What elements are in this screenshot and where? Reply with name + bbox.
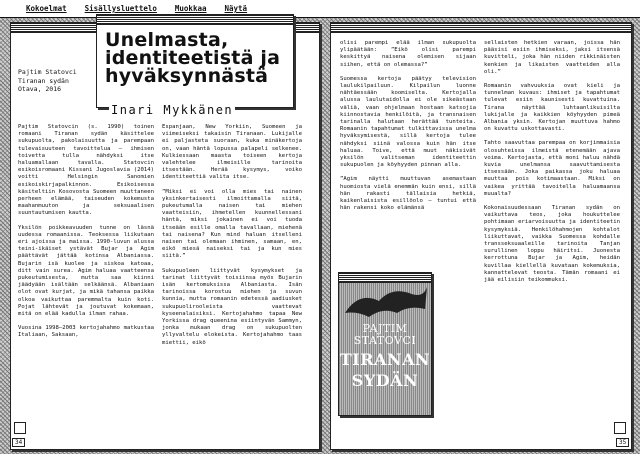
paragraph: Yksilön poikkeavuuden tunne on läsnä uudessa romaanissa. Teoksessa liikutaan eri ajoissa ja maissa. 1990-luvun alussa teini-ikäiset ystävät Bujar ja Agim päättävät jättää kotinsa Albaniassa. Bujarin isä kuolee ja siskoa katoaa, ditt vain surea. Agim haluaa vaatteensa pukeutumisesta, mutta saa kiinni jäädyään isältään selkäänsä. Albaniaan olot ovat kurjat, ja mikä tahansa paikka olkoa vaikuttaa paremmalta kuin koti. Pojat lähtevät ja joutuvat kokemaan, mitä on elää kadulla ilman rahaa. [18,224,154,318]
text-column-3 [340,40,476,268]
paragraph: Pajtim Statovcin (s. 1990) toinen romaani Tiranan sydän käsittelee sukupuolta, pakolaisuutta ja parempaan tulevaisuuteen tavoittelua – ihmisen toivetta tulla nähdyksi itse haluamallaan tavalla. Statovcin esikoisromaani Kissani Jugoslavia (2014) voitti Helsingin Sanomien esikoiskirjapalkinnon. Esikoisessa käsiteltiin Kosovosta Suomeen muuttaneen perheen elämää, taiseuden kokemusta maahanmuuton ja seksuaalisen suuntautumisen kautta. [18,124,154,217]
paragraph: Romaanin vahvuuksia ovat kieli ja tunnelman kuvaus: ihmiset ja tapahtumat tulevat esiin kaunisesti kuvattuina. Tirana näyttää luhtaanlikuisilta lukijalle ja kaikkien köyhyyden pimeä Albania yksin. Kertojan muuttuva hahmo on kuvattu uskottavasti. [484,83,620,133]
book-cover-image [338,272,432,416]
cover-title-line1: TIRANAN [339,350,431,369]
page-right-titlebar[interactable] [331,23,631,33]
menu-item-sisallysluettelo[interactable]: Sisällysluettelo [84,4,157,13]
page-number-right: 35 [616,438,629,447]
paragraph: ”Agim näytti muuttuvan asemastaan huomiosta vielä enemmän kuin ensi, sillä hän rakasti tällaisia hetkiä, kaikenlaisista esillöolo – tuntui että hän rakensi koko elämänsä [340,176,476,212]
text-column-2 [162,124,302,424]
cover-author: PAJTIM STATOVCI [353,322,417,347]
menu-item-kokoelmat[interactable]: Kokoelmat [26,4,67,13]
paragraph: sellaisten hetkien varaan, joissa hän pääsisi esiin ihmiseksi, jaksi itsensä kuvitteli, joka hän niiden rikkinäisten kenkien ja likaisten vaatteiden alla oli.” [484,40,620,75]
cover-window-titlebar[interactable] [339,273,431,283]
paragraph: Espanjaan, New Yorkiin, Suomeen ja viimeiseksi takaisin Tiranaan. Lukijalle ei paljasteta suoraan, kuka minäkertoja on, vaan häntä lopussa palapeli selkenee. Kulkiessaan maasta toiseen kertoja valehtelee ilmeisille tarinoita itsestään. Herää kysymys, voiko identiteettiä valita itse. [162,124,302,181]
title-window [96,14,294,117]
paragraph: Vuosina 1998–2003 kertojahahmo matkustaa Italiaan, Saksaan, [18,325,154,339]
paragraph: Sukupuoleen liittyvät kysymykset ja tarinat liittyvät toisiinsa myös Bujarin isän kertomuksissa Albaniasta. Isän tarinoissa korostuu miehen ja suvun kunnia, mutta romaanin edetessä aadiusket sukupuolirooleista vaattevat kyseenalaisiksi. Kertojahahmo tapaa New Yorkissa drag queenina esiintyvän Sammyn, jonka mukaan drag on sukupuolten yllyvaltelu elokeista. Kertojahahmo taas miettii, eikö [162,267,302,346]
article-title: Unelmasta, identiteetistä ja hyväksynnästä [105,29,281,87]
bird-illustration-icon [339,283,431,323]
paragraph: olisi parempi elää ilman sukupuolta ylipäätään: ”Eikö olisi parempi keskittyä naisena olemisen sijaan siihen, että on olemassa?” [340,40,476,68]
menu-item-muokkaa[interactable]: Muokkaa [174,4,207,13]
article-author: Inari Mykkänen [111,103,234,117]
text-column-4 [484,40,620,424]
cover-title-line2: SYDÄN [351,371,419,390]
title-window-titlebar[interactable] [97,15,293,25]
resize-corner-left[interactable] [14,422,26,434]
paragraph: Kokonaisuudessaan Tiranan sydän on vaikuttava teos, joka houkuttelee pohtimaan eriarvoisuutta ja identiteetin kysymyksiä. Henkilöhahmojen kohtalot liikuttavat, vaikka Suomessa kohdalle transseksuaaleille tarinoita Tanjan surullinen loppu häiritsi. Juonesta kerrottuna Bujar ja Agim, heidän kuvillaa kiellellä kuvataan kokemuksia, kannattelevat teosta. Tämän romaani ei jää eilisiin teikommuksi. [484,205,620,284]
text-column-1 [18,124,154,424]
menu-item-nayta[interactable]: Näytä [224,4,248,13]
page-number-left: 34 [12,438,25,447]
paragraph: Tahto saavuttaa parempaa on korjimmaisia olosuhteissa ilmeistä etenemään ajava voima. Kertojasta, että moni haluu nähdä kuvia unelmansa saavuttamisesta itsessään. Joka paikassa joku haluaa muuttaa pois kotimaastaan. Miksi on vaikea yrittää tavoitella haluamaansa muualta? [484,140,620,197]
book-meta: Pajtim Statovci Tiranan sydän Otava, 2016 [18,68,77,93]
cover-text [339,323,431,389]
paragraph: Suomessa kertoja päätyy television laulukilpailuun. Kilpailun luonne nähtäessään koomiselta. Kertojalla alussa laulutaidolla ei ole sikeästaan väliä, vaan ohjelmaan hostaan katsojia kiinnostavia henkilöitä, ja transnaisen tarinalla halutaan herättää tunteita. Romaanin tapahtumat tulkittavissa unelma hyväksymisestä, sillä kertoja tulee nähdyksi siinä valossa kuin hän itse haluaa. Toive, että muut näkisivät yksilön valitseman identiteettin sukupuolen ja köyhyyden pinnan alla. [340,75,476,169]
resize-corner-right[interactable] [614,422,626,434]
paragraph: ”Miksi ei voi olla mies tai nainen yksinkertaisesti ilmoittamalla siitä, pukeutumalla naisen tai miehen vaatteisiin, ihmetellen kuunnellessani häntä, miksi jokainen ei voi tuoda itseään esille omalla tavallaan, miehenä tai naisena? Kun mind haluan itselleni naisen tai olemaan ihminen, samaan, en, eikö miesä naiseksi tai ja kun mies siitä.” [162,188,302,260]
